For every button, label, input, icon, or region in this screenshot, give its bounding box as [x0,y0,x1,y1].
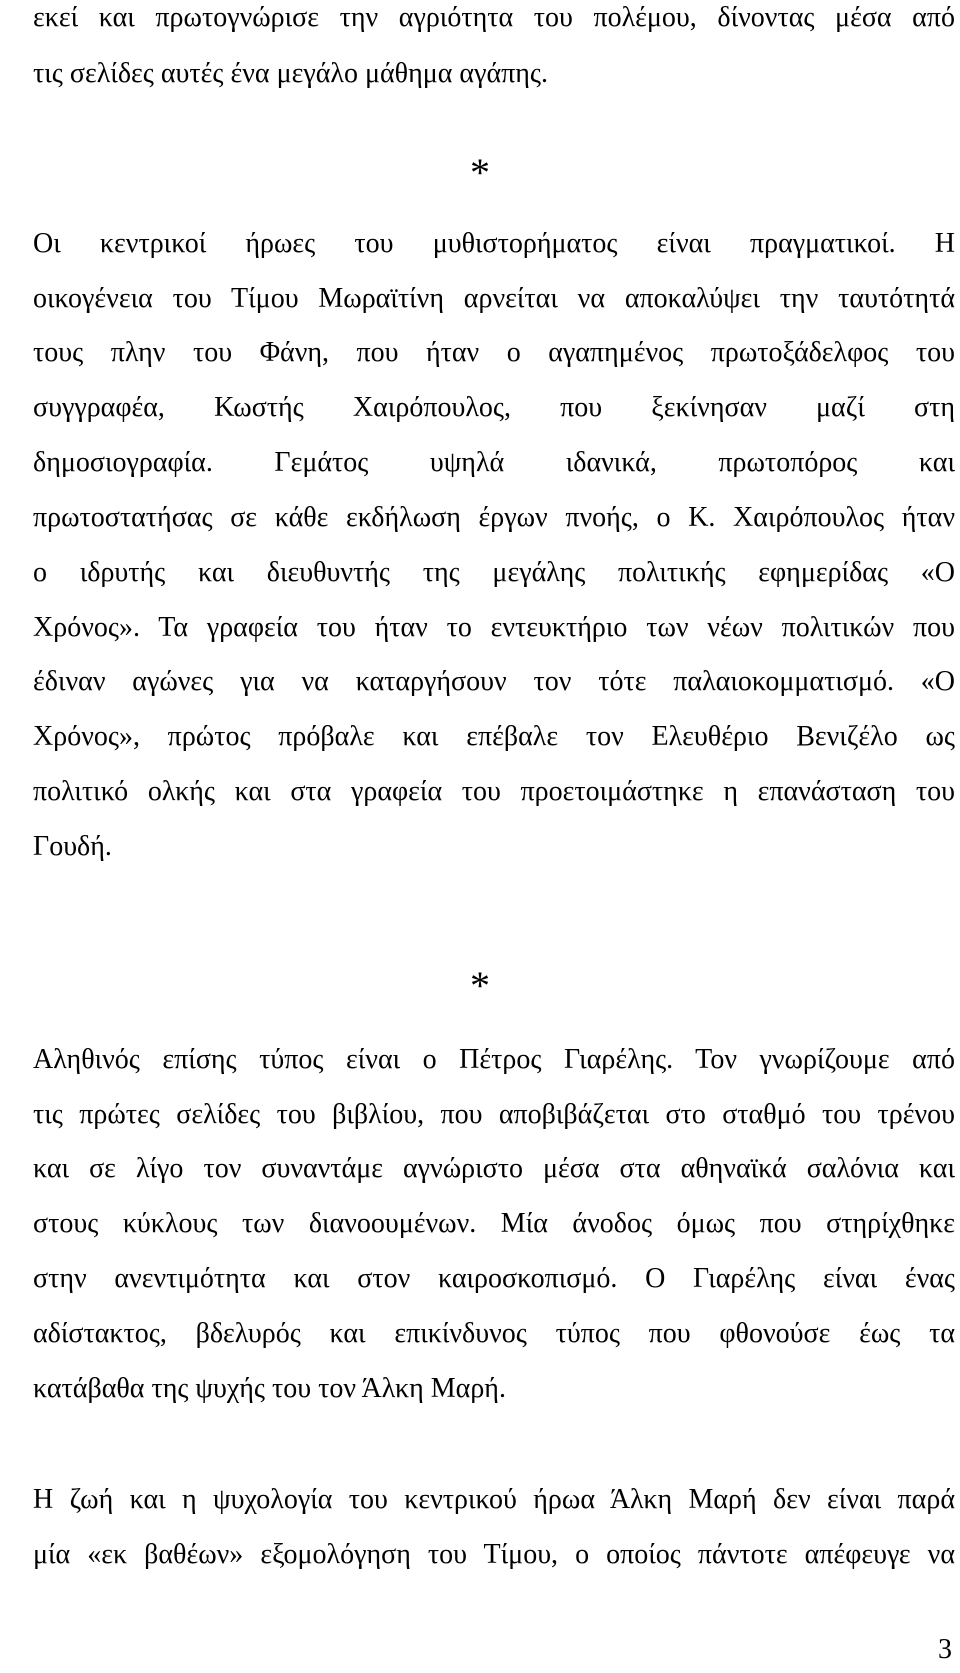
text-line: Οι κεντρικοί ήρωες του μυθιστορήματος είναι πραγματικοί. Η [33,228,955,259]
text-line: τις σελίδες αυτές ένα μεγάλο μάθημα αγάπης. [33,58,548,89]
text-line: τους πλην του Φάνη, που ήταν ο αγαπημένος πρωτοξάδελφος του [33,337,955,368]
section-separator: * [470,150,490,195]
text-line: Αληθινός επίσης τύπος είναι ο Πέτρος Γιαρέλης. Τον γνωρίζουμε από [33,1044,955,1075]
text-line: δημοσιογραφία. Γεμάτος υψηλά ιδανικά, πρωτοπόρος και [33,447,955,478]
section-separator: * [470,963,490,1008]
text-line: Γουδή. [33,831,112,862]
page-number: 3 [938,1634,952,1665]
text-line: κατάβαθα της ψυχής του τον Άλκη Μαρή. [33,1373,506,1404]
text-line: στην ανεντιμότητα και στον καιροσκοπισμό. Ο Γιαρέλης είναι ένας [33,1263,955,1294]
text-line: Χρόνος». Τα γραφεία του ήταν το εντευκτήριο των νέων πολιτικών που [33,612,955,643]
text-line: τις πρώτες σελίδες του βιβλίου, που αποβιβάζεται στο σταθμό του τρένου [33,1099,955,1130]
text-line: αδίστακτος, βδελυρός και επικίνδυνος τύπος που φθονούσε έως τα [33,1318,955,1349]
text-line: συγγραφέα, Κωστής Χαιρόπουλος, που ξεκίνησαν μαζί στη [33,392,955,423]
text-line: και σε λίγο τον συναντάμε αγνώριστο μέσα στα αθηναϊκά σαλόνια και [33,1153,955,1184]
text-line: Χρόνος», πρώτος πρόβαλε και επέβαλε τον Ελευθέριο Βενιζέλο ως [33,721,955,752]
text-line: μία «εκ βαθέων» εξομολόγηση του Τίμου, ο οποίος πάντοτε απέφευγε να [33,1539,955,1570]
text-line: εκεί και πρωτογνώρισε την αγριότητα του πολέμου, δίνοντας μέσα από [33,2,955,33]
text-line: στους κύκλους των διανοουμένων. Μία άνοδος όμως που στηρίχθηκε [33,1208,955,1239]
text-line: πρωτοστατήσας σε κάθε εκδήλωση έργων πνοής, ο Κ. Χαιρόπουλος ήταν [33,502,955,533]
text-line: οικογένεια του Τίμου Μωραϊτίνη αρνείται να αποκαλύψει την ταυτότητά [33,283,955,314]
text-line: έδιναν αγώνες για να καταργήσουν τον τότε παλαιοκομματισμό. «Ο [33,666,955,697]
text-line: Η ζωή και η ψυχολογία του κεντρικού ήρωα Άλκη Μαρή δεν είναι παρά [33,1484,955,1515]
text-line: ο ιδρυτής και διευθυντής της μεγάλης πολιτικής εφημερίδας «Ο [33,557,955,588]
text-line: πολιτικό ολκής και στα γραφεία του προετοιμάστηκε η επανάσταση του [33,776,955,807]
